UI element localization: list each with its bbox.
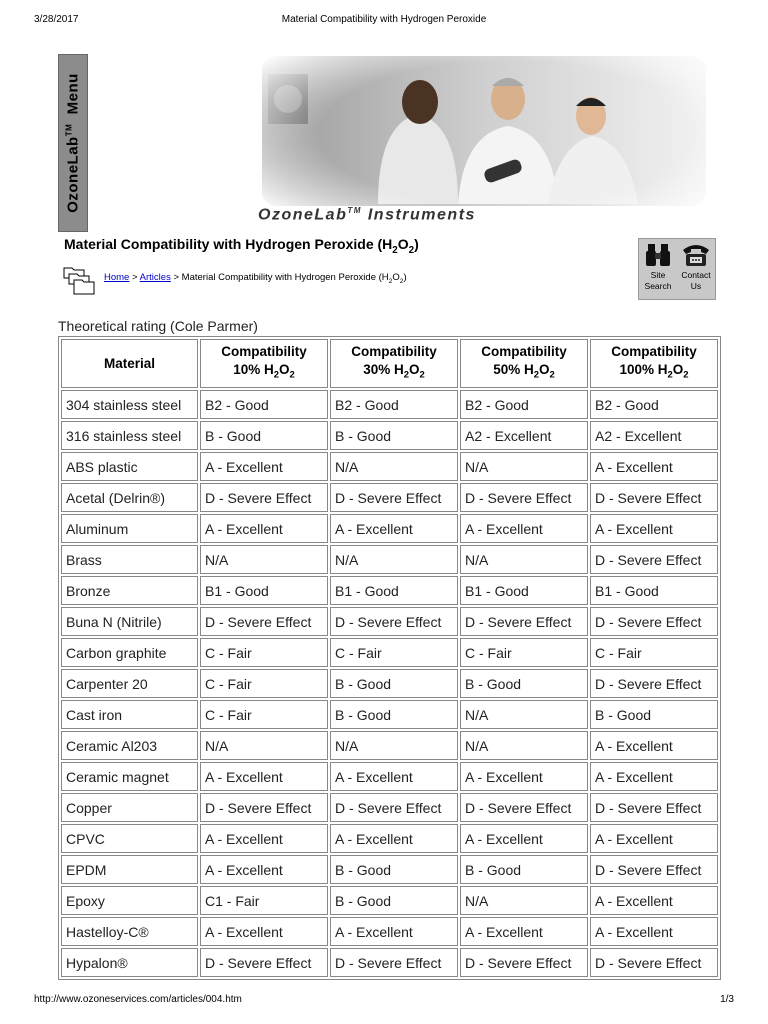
table-row [61, 638, 718, 667]
rating-cell: A - Excellent [590, 762, 718, 791]
table-row [61, 514, 718, 543]
rating-cell: D - Severe Effect [590, 948, 718, 977]
rating-cell: D - Severe Effect [460, 948, 588, 977]
banner-brand: OzoneLab™ Instruments [258, 205, 476, 223]
binoculars-icon [644, 242, 672, 268]
rating-cell: B - Good [200, 421, 328, 450]
table-row [61, 917, 718, 946]
rating-cell: D - Severe Effect [330, 607, 458, 636]
rating-cell: D - Severe Effect [330, 483, 458, 512]
table-row [61, 669, 718, 698]
material-cell: Acetal (Delrin®) [61, 483, 198, 512]
table-row [61, 576, 718, 605]
page-title: Material Compatibility with Hydrogen Peroxide $(H_2O_2)$ [64, 236, 419, 256]
material-cell: Hastelloy-C® [61, 917, 198, 946]
rating-cell: D - Severe Effect [330, 948, 458, 977]
rating-cell: B - Good [460, 669, 588, 698]
rating-cell: B1 - Good [460, 576, 588, 605]
breadcrumb-current: Material Compatibility with Hydrogen Peroxide $(H_2O_2)$ [181, 272, 407, 285]
rating-cell: A - Excellent [460, 824, 588, 853]
rating-cell: A - Excellent [460, 917, 588, 946]
rating-cell: N/A [460, 545, 588, 574]
rating-cell: B - Good [590, 700, 718, 729]
rating-cell: N/A [460, 886, 588, 915]
material-cell: 316 stainless steel [61, 421, 198, 450]
rating-cell: D - Severe Effect [330, 793, 458, 822]
rating-cell: B1 - Good [330, 576, 458, 605]
material-cell: ABS plastic [61, 452, 198, 481]
rating-cell: A - Excellent [200, 917, 328, 946]
rating-cell: A - Excellent [200, 762, 328, 791]
rating-cell: D - Severe Effect [590, 669, 718, 698]
print-date: 3/28/2017 [34, 14, 79, 25]
table-row [61, 762, 718, 791]
rating-cell: A - Excellent [460, 514, 588, 543]
rating-cell: A - Excellent [590, 452, 718, 481]
rating-cell: N/A [460, 452, 588, 481]
material-cell: Hypalon® [61, 948, 198, 977]
rating-cell: B2 - Good [200, 390, 328, 419]
table-row [61, 452, 718, 481]
material-cell: Brass [61, 545, 198, 574]
breadcrumb: Home > Articles > Material Compatibility with Hydrogen Peroxide $(H_2O_2)$ [104, 272, 407, 285]
rating-cell: B1 - Good [200, 576, 328, 605]
material-cell: Ceramic Al203 [61, 731, 198, 760]
rating-cell: D - Severe Effect [590, 607, 718, 636]
lab-photo [258, 54, 710, 230]
rating-cell: B1 - Good [590, 576, 718, 605]
material-cell: Carpenter 20 [61, 669, 198, 698]
rating-cell: B - Good [330, 855, 458, 884]
rating-cell: A - Excellent [590, 886, 718, 915]
table-row [61, 731, 718, 760]
rating-cell: D - Severe Effect [590, 793, 718, 822]
rating-cell: C1 - Fair [200, 886, 328, 915]
table-row [61, 483, 718, 512]
rating-cell: D - Severe Effect [590, 855, 718, 884]
table-row [61, 793, 718, 822]
material-cell: Cast iron [61, 700, 198, 729]
rating-cell: A - Excellent [590, 731, 718, 760]
rating-cell: N/A [330, 731, 458, 760]
material-cell: CPVC [61, 824, 198, 853]
column-header-compat: Compatibility 10% $H_2O_2$ [200, 339, 328, 388]
rating-cell: A - Excellent [200, 514, 328, 543]
table-row [61, 700, 718, 729]
column-header-compat: Compatibility 50% $H_2O_2$ [460, 339, 588, 388]
material-cell: EPDM [61, 855, 198, 884]
rating-cell: B2 - Good [590, 390, 718, 419]
contact-us-button[interactable]: Contact Us [677, 239, 715, 299]
menu-tab-label: OzoneLab™ Menu [64, 73, 82, 213]
rating-cell: D - Severe Effect [200, 948, 328, 977]
breadcrumb-articles-link[interactable]: Articles [139, 272, 171, 283]
print-title: Material Compatibility with Hydrogen Peroxide [281, 14, 487, 25]
material-cell: Buna N (Nitrile) [61, 607, 198, 636]
rating-cell: A - Excellent [200, 824, 328, 853]
table-row [61, 421, 718, 450]
rating-cell: A - Excellent [330, 514, 458, 543]
site-search-button[interactable]: Site Search [639, 239, 677, 299]
rating-cell: A2 - Excellent [590, 421, 718, 450]
rating-cell: N/A [460, 731, 588, 760]
rating-cell: A - Excellent [330, 762, 458, 791]
table-row [61, 390, 718, 419]
material-cell: Copper [61, 793, 198, 822]
rating-cell: D - Severe Effect [460, 483, 588, 512]
rating-cell: N/A [200, 731, 328, 760]
column-header-compat: Compatibility 30% $H_2O_2$ [330, 339, 458, 388]
rating-cell: N/A [330, 545, 458, 574]
rating-cell: A2 - Excellent [460, 421, 588, 450]
folder-tree-icon [62, 266, 96, 296]
rating-cell: N/A [200, 545, 328, 574]
rating-cell: B - Good [330, 700, 458, 729]
rating-cell: D - Severe Effect [200, 607, 328, 636]
tool-buttons [638, 238, 716, 300]
rating-cell: A - Excellent [460, 762, 588, 791]
rating-source-caption: Theoretical rating (Cole Parmer) [58, 318, 258, 334]
rating-cell: D - Severe Effect [590, 545, 718, 574]
rating-cell: B - Good [460, 855, 588, 884]
compatibility-table [58, 336, 721, 980]
table-row [61, 948, 718, 977]
material-cell: Aluminum [61, 514, 198, 543]
rating-cell: C - Fair [590, 638, 718, 667]
rating-cell: A - Excellent [200, 855, 328, 884]
print-url: http://www.ozoneservices.com/articles/004.htm [34, 994, 242, 1005]
table-row [61, 607, 718, 636]
menu-tab[interactable] [58, 54, 88, 232]
column-header-material: Material [61, 339, 198, 388]
rating-cell: B - Good [330, 669, 458, 698]
rating-cell: D - Severe Effect [590, 483, 718, 512]
material-cell: Carbon graphite [61, 638, 198, 667]
rating-cell: A - Excellent [200, 452, 328, 481]
rating-cell: A - Excellent [330, 917, 458, 946]
print-page-number: 1/3 [720, 994, 734, 1005]
rating-cell: B - Good [330, 421, 458, 450]
table-row [61, 824, 718, 853]
rating-cell: A - Excellent [590, 917, 718, 946]
rating-cell: C - Fair [200, 669, 328, 698]
table-row [61, 545, 718, 574]
material-cell: 304 stainless steel [61, 390, 198, 419]
rating-cell: C - Fair [200, 700, 328, 729]
rating-cell: A - Excellent [590, 514, 718, 543]
rating-cell: B2 - Good [460, 390, 588, 419]
rating-cell: C - Fair [330, 638, 458, 667]
telephone-icon [681, 242, 711, 268]
rating-cell: B - Good [330, 886, 458, 915]
rating-cell: B2 - Good [330, 390, 458, 419]
rating-cell: D - Severe Effect [200, 483, 328, 512]
table-header-row [61, 339, 718, 388]
rating-cell: N/A [330, 452, 458, 481]
column-header-compat: Compatibility 100% $H_2O_2$ [590, 339, 718, 388]
rating-cell: N/A [460, 700, 588, 729]
rating-cell: D - Severe Effect [200, 793, 328, 822]
rating-cell: D - Severe Effect [460, 793, 588, 822]
rating-cell: D - Severe Effect [460, 607, 588, 636]
rating-cell: C - Fair [200, 638, 328, 667]
material-cell: Ceramic magnet [61, 762, 198, 791]
table-row [61, 855, 718, 884]
rating-cell: C - Fair [460, 638, 588, 667]
rating-cell: A - Excellent [590, 824, 718, 853]
table-row [61, 886, 718, 915]
rating-cell: A - Excellent [330, 824, 458, 853]
breadcrumb-home-link[interactable]: Home [104, 272, 130, 283]
material-cell: Epoxy [61, 886, 198, 915]
banner-image [258, 54, 710, 230]
material-cell: Bronze [61, 576, 198, 605]
